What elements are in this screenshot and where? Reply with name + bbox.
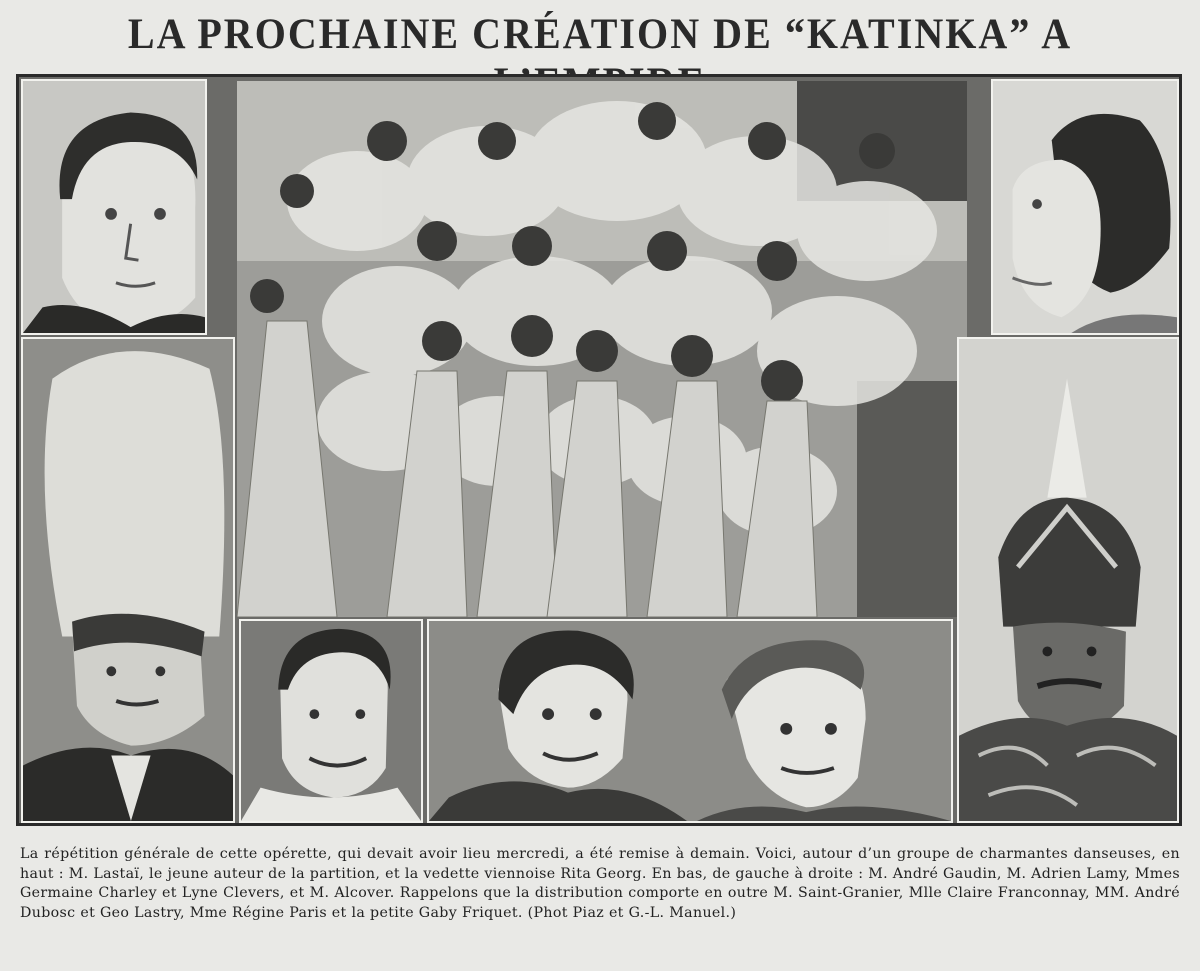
caption: La répétition générale de cette opérette, qui devait avoir lieu mercredi, a été remise à demain. Voici, autour d’un groupe de charmantes danseuses, en haut : M. Lastaï, le jeune auteur de la partition, et la vedette viennoise Rita Georg. En bas, de gauche à droite : M. André Gaudin, M. Adrien Lamy, Mmes Germaine Charley et Lyne Clevers, et M. Alcover. Rappelons que la distribution comporte en outre M. Saint-Granier, Mlle Claire Franconnay, MM. André Dubosc et Geo Lastry, Mme Régine Paris et la petite Gaby Friquet. (Phot Piaz et G.-L. Manuel.) [20, 846, 1180, 921]
photo-portrait-rita-georg [991, 79, 1179, 335]
photo-portrait-adrien-lamy [239, 619, 423, 823]
photo-collage [16, 74, 1182, 826]
photo-portrait-germaine-charley-lyne-clevers [427, 619, 953, 823]
headline: LA PROCHAINE CRÉATION DE “KATINKA” A [127, 11, 1073, 58]
photo-portrait-andre-gaudin [21, 337, 235, 823]
photo-portrait-lastai [21, 79, 207, 335]
photo-portrait-alcover [957, 337, 1179, 823]
photo-group-of-dancers [237, 81, 967, 617]
